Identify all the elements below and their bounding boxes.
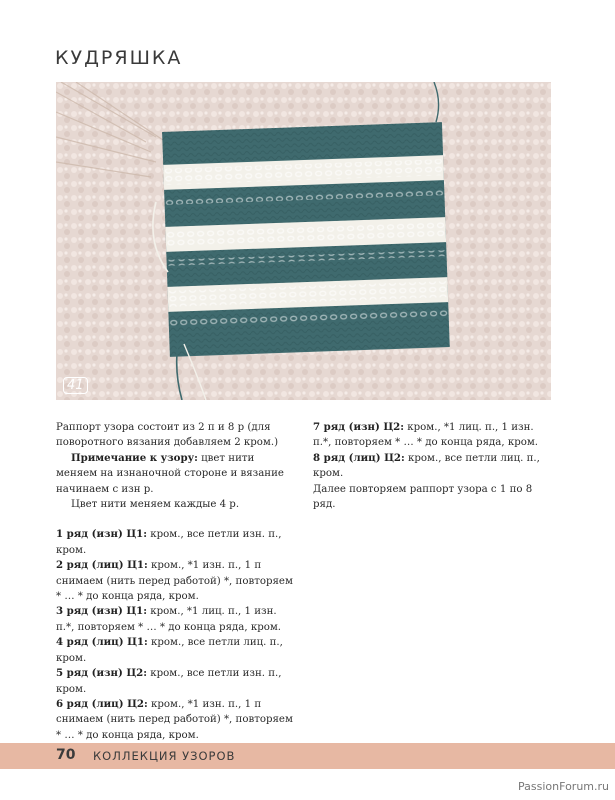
row-instruction — [56, 635, 296, 666]
note-label: Примечание к узору: — [71, 451, 198, 464]
row-text: кром., *1 лиц. п., 1 изн. п.*, повторяем * … * до конца ряда, кром. — [313, 422, 539, 449]
row-text: кром., *1 изн. п., 1 п снимаем (нить перед работой) *, повторяем * … * до конца ряда, кром. — [56, 560, 293, 603]
row-text: кром., все петли изн. п., кром. — [56, 529, 282, 556]
row-text: кром., *1 изн. п., 1 п снимаем (нить перед работой) *, повторяем * … * до конца ряда, кром. — [56, 698, 293, 741]
footer-title: КОЛЛЕКЦИЯ УЗОРОВ — [93, 749, 236, 763]
swatch-photo — [56, 82, 551, 400]
right-column — [313, 420, 553, 512]
rapport-text: Раппорт узора состоит из 2 п и 8 р (для поворотного вязания добавляем 2 кром.) — [56, 422, 279, 449]
row-text: кром., *1 лиц. п., 1 изн. п.*, повторяем * … * до конца ряда, кром. — [56, 606, 282, 633]
row-text: кром., все петли лиц. п., кром. — [56, 637, 283, 664]
left-column — [56, 420, 296, 743]
row-instruction — [56, 604, 296, 635]
row-label: 1 ряд (изн) Ц1: — [56, 528, 148, 541]
color-change-note: Цвет нити меняем каждые 4 р. — [71, 499, 240, 511]
row-instruction — [313, 451, 553, 482]
row-instruction — [313, 420, 553, 451]
page-number: 70 — [56, 747, 76, 763]
knitted-swatch-image — [56, 82, 551, 400]
note-text: цвет нити меняем на изнаночной стороне и вязание начинаем с изн р. — [56, 452, 284, 495]
row-label: 7 ряд (изн) Ц2: — [313, 421, 405, 433]
row-label: 8 ряд (лиц) Ц2: — [313, 451, 405, 464]
row-instruction — [56, 666, 296, 697]
row-text: кром., все петли изн. п., кром. — [56, 668, 282, 695]
closing-instruction: Далее повторяем раппорт узора с 1 по 8 ряд. — [313, 483, 533, 511]
watermark: PassionForum.ru — [518, 780, 609, 793]
row-label: 3 ряд (изн) Ц1: — [56, 605, 148, 618]
row-label: 2 ряд (лиц) Ц1: — [56, 559, 148, 572]
footer-band — [0, 743, 615, 769]
row-text: кром., все петли лиц. п., кром. — [313, 452, 540, 480]
pattern-note — [56, 451, 296, 497]
row-label: 5 ряд (изн) Ц2: — [56, 667, 148, 680]
row-instruction — [56, 697, 296, 743]
row-label: 6 ряд (лиц) Ц2: — [56, 697, 148, 710]
row-instruction — [56, 527, 296, 558]
photo-number-badge: 41 — [63, 377, 88, 394]
row-label: 4 ряд (лиц) Ц1: — [56, 636, 148, 649]
page-title: КУДРЯШКА — [55, 47, 183, 69]
row-instruction — [56, 558, 296, 604]
